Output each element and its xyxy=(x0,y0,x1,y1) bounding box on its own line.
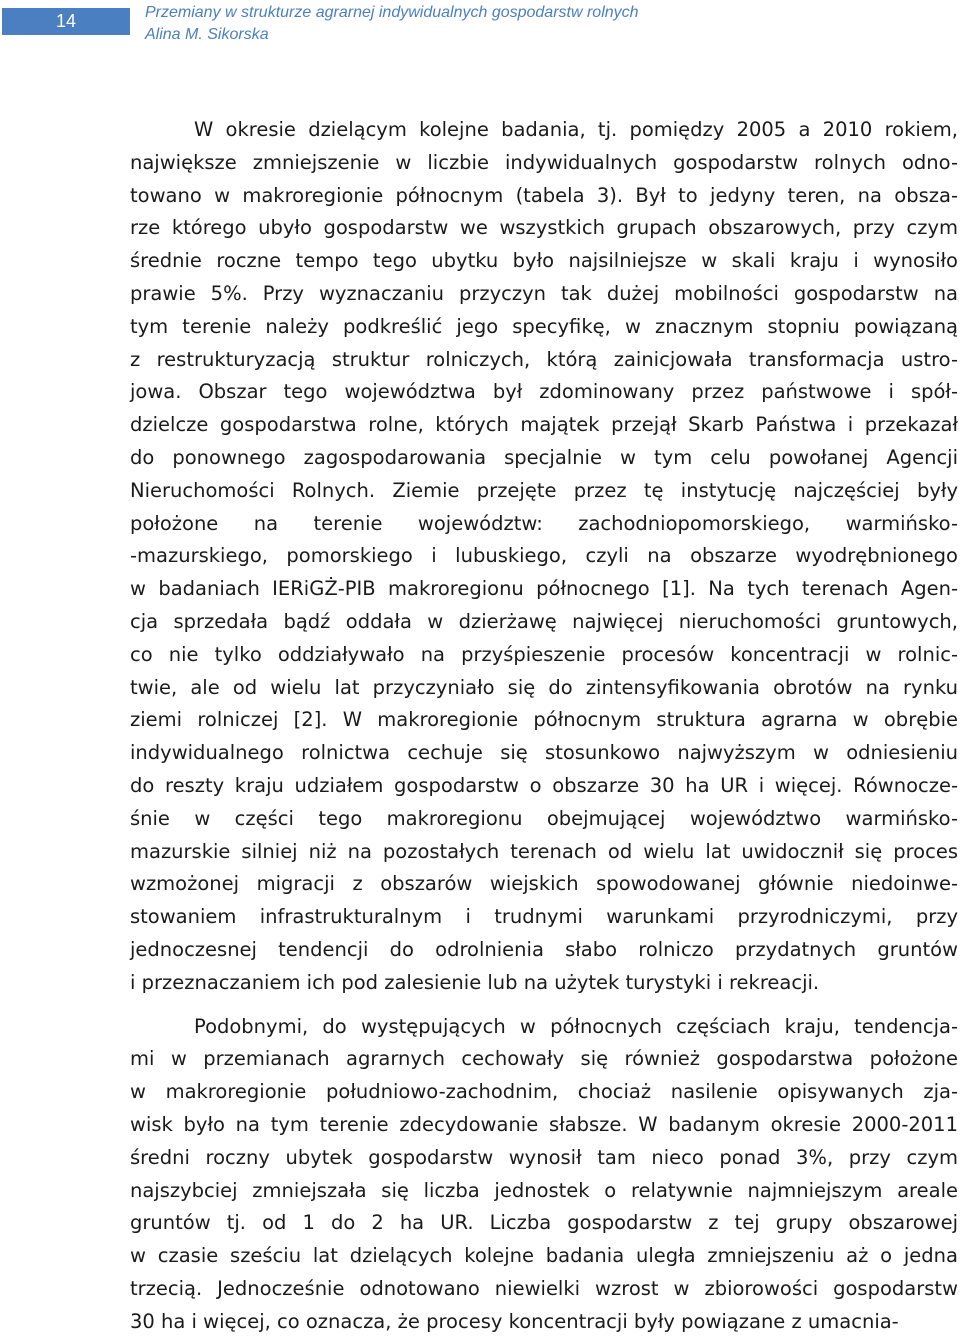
text-line: do ponownego zagospodarowania specjalnie w tym celu powołanej Agencji xyxy=(130,445,958,469)
text-line: gruntów tj. od 1 do 2 ha UR. Liczba gospodarstw z tej grupy obszarowej xyxy=(130,1211,958,1235)
text-line: -mazurskiego, pomorskiego i lubuskiego, czyli na obszarze wyodrębnionego xyxy=(130,544,958,568)
text-line: do reszty kraju udziałem gospodarstw o obszarze 30 ha UR i więcej. Równocze- xyxy=(130,773,958,797)
text-line: ziemi rolniczej [2]. W makroregionie północnym struktura agrarna w obrębie xyxy=(130,708,958,732)
text-line: z restrukturyzacją struktur rolniczych, którą zainicjowała transformacja ustro- xyxy=(130,347,958,371)
text-line: Nieruchomości Rolnych. Ziemie przejęte przez tę instytucję najczęściej były xyxy=(130,478,958,502)
text-line: twie, ale od wielu lat przyczyniało się do zintensyfikowania obrotów na rynku xyxy=(130,675,958,699)
text-line: trzecią. Jednocześnie odnotowano niewielki wzrost w zbiorowości gospodarstw xyxy=(130,1276,958,1300)
running-title: Przemiany w strukturze agrarnej indywidualnych gospodarstw rolnych xyxy=(145,4,639,21)
paragraph xyxy=(130,114,958,1000)
paragraph xyxy=(130,1011,958,1338)
text-line: rze którego ubyło gospodarstw we wszystkich grupach obszarowych, przy czym xyxy=(130,216,958,240)
text-line: dzielcze gospodarstwa rolne, których majątek przejął Skarb Państwa i przekazał xyxy=(130,413,958,437)
text-line: stowaniem infrastrukturalnym i trudnymi warunkami przyrodniczymi, przy xyxy=(130,905,958,929)
text-line: wzmożonej migracji z obszarów wiejskich spowodowanej głównie niedoinwe- xyxy=(130,872,958,896)
text-line: położone na terenie województw: zachodniopomorskiego, warmińsko- xyxy=(130,511,958,535)
text-line: 30 ha i więcej, co oznacza, że procesy koncentracji były powiązane z umacnia- xyxy=(130,1309,899,1333)
page-number: 14 xyxy=(2,8,130,35)
text-line: w makroregionie południowo-zachodnim, chociaż nasilenie opisywanych zja- xyxy=(130,1080,958,1104)
text-line: mazurskie silniej niż na pozostałych terenach od wielu lat uwidocznił się proces xyxy=(130,839,958,863)
text-line: prawie 5%. Przy wyznaczaniu przyczyn tak dużej mobilności gospodarstw na xyxy=(130,281,958,305)
text-line: tym terenie należy podkreślić jego specyfikę, w znacznym stopniu powiązaną xyxy=(130,314,958,338)
text-line: jowa. Obszar tego województwa był zdominowany przez państwowe i spół- xyxy=(130,380,958,404)
text-line: średni roczny ubytek gospodarstw wynosił tam nieco ponad 3%, przy czym xyxy=(130,1145,958,1169)
page-header xyxy=(0,0,960,60)
text-line: wisk było na tym terenie zdecydowanie słabsze. W badanym okresie 2000-2011 xyxy=(130,1112,958,1136)
text-line: towano w makroregionie północnym (tabela 3). Był to jedyny teren, na obsza- xyxy=(130,183,958,207)
text-line: śnie w części tego makroregionu obejmującej województwo warmińsko- xyxy=(130,806,958,830)
text-line: jednoczesnej tendencji do odrolnienia słabo rolniczo przydatnych gruntów xyxy=(130,937,958,961)
text-line: największe zmniejszenie w liczbie indywidualnych gospodarstw rolnych odno- xyxy=(130,150,958,174)
text-line: najszybciej zmniejszała się liczba jednostek o relatywnie najmniejszym areale xyxy=(130,1178,958,1202)
text-line: i przeznaczaniem ich pod zalesienie lub na użytek turystyki i rekreacji. xyxy=(130,970,820,994)
text-line: w czasie sześciu lat dzielących kolejne badania uległa zmniejszeniu aż o jedna xyxy=(130,1244,958,1268)
text-line: Podobnymi, do występujących w północnych częściach kraju, tendencja- xyxy=(194,1014,958,1038)
text-line: cja sprzedała bądź oddała w dzierżawę najwięcej nieruchomości gruntowych, xyxy=(130,609,958,633)
text-line: mi w przemianach agrarnych cechowały się również gospodarstwa położone xyxy=(130,1047,958,1071)
text-line: w badaniach IERiGŻ-PIB makroregionu północnego [1]. Na tych terenach Agen- xyxy=(130,577,958,601)
text-line: co nie tylko oddziaływało na przyśpieszenie procesów koncentracji w rolnic- xyxy=(130,642,958,666)
text-line: W okresie dzielącym kolejne badania, tj. pomiędzy 2005 a 2010 rokiem, xyxy=(194,118,958,141)
running-author: Alina M. Sikorska xyxy=(145,26,269,43)
body-text xyxy=(130,114,958,1338)
text-line: średnie roczne tempo tego ubytku było najsilniejsze w skali kraju i wynosiło xyxy=(130,249,958,273)
text-line: indywidualnego rolnictwa cechuje się stosunkowo najwyższym w odniesieniu xyxy=(130,741,958,765)
